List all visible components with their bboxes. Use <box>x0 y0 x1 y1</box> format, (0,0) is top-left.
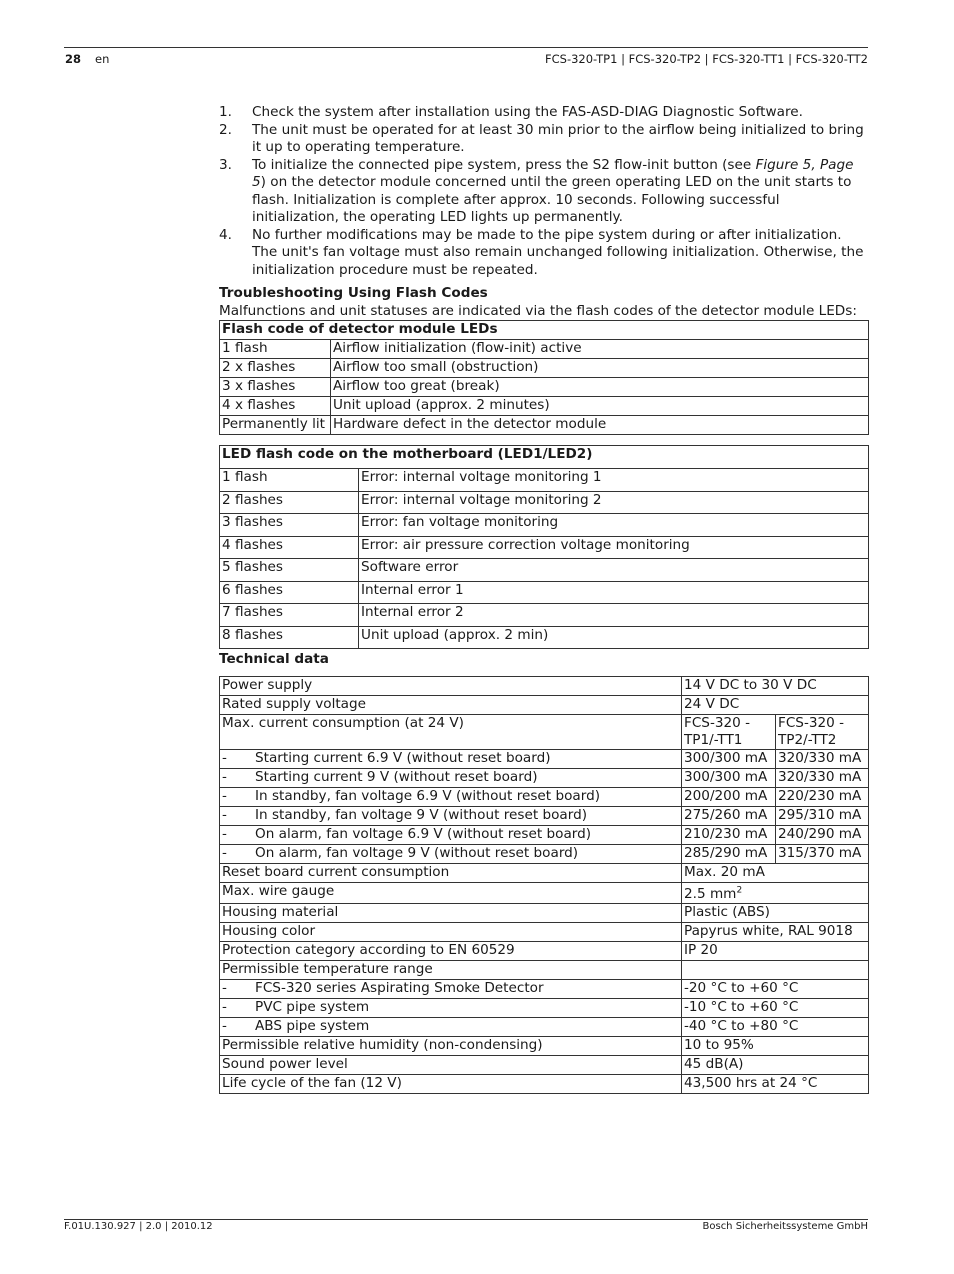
table-row: 8 flashes Unit upload (approx. 2 min) <box>220 626 869 649</box>
language-label: en <box>95 52 110 66</box>
table-row: - PVC pipe system -10 °C to +60 °C <box>220 998 869 1017</box>
table-row: 3 flashes Error: fan voltage monitoring <box>220 514 869 537</box>
detector-flash-table <box>219 320 869 435</box>
technical-data-table <box>219 676 869 1094</box>
table-row: Power supply 14 V DC to 30 V DC <box>220 676 869 695</box>
technical-data-heading: Technical data <box>219 651 329 667</box>
table-row: Rated supply voltage 24 V DC <box>220 695 869 714</box>
list-item: 3. To initialize the connected pipe system, press the S2 flow-init button (see Figure 5, Page 5) on the detector module concerned until the green operating LED on the unit starts to flash. Initialization is complete after approx. 10 seconds. Following successful initialization, the operating LED lights up permanently. <box>219 156 854 225</box>
table-row: 6 flashes Internal error 1 <box>220 581 869 604</box>
table-row: 7 flashes Internal error 2 <box>220 604 869 627</box>
page-number: 28 <box>65 52 82 66</box>
table-row: 4 x flashes Unit upload (approx. 2 minutes) <box>220 397 869 416</box>
table-row: Housing material Plastic (ABS) <box>220 903 869 922</box>
company-name: Bosch Sicherheitssysteme GmbH <box>702 1221 868 1232</box>
table-row: Protection category according to EN 60529 IP 20 <box>220 941 869 960</box>
model-header-tp2: FCS-320 -TP2/-TT2 <box>776 714 869 749</box>
motherboard-flash-table <box>219 445 869 649</box>
list-item: 1. Check the system after installation using the FAS-ASD-DIAG Diagnostic Software. <box>219 104 803 120</box>
table-row: - Starting current 9 V (without reset board) 300/300 mA 320/330 mA <box>220 768 869 787</box>
table-row: 2 flashes Error: internal voltage monitoring 2 <box>220 491 869 514</box>
table-row: 2 x flashes Airflow too small (obstruction) <box>220 359 869 378</box>
table-row: Max. current consumption (at 24 V) FCS-320 -TP1/-TT1 FCS-320 -TP2/-TT2 <box>220 714 869 749</box>
table-row: Max. wire gauge 2.5 $mm^2$ <box>220 882 869 903</box>
table-row: - In standby, fan voltage 6.9 V (without reset board) 200/200 mA 220/230 mA <box>220 787 869 806</box>
list-item: 4. No further modifications may be made to the pipe system during or after initialization. The unit's fan voltage must also remain unchanged following initialization. Otherwise, the initialization procedure must be repeated. <box>219 226 864 278</box>
troubleshooting-intro: Malfunctions and unit statuses are indicated via the flash codes of the detector module LEDs: <box>219 302 857 319</box>
table-row: 4 flashes Error: air pressure correction voltage monitoring <box>220 536 869 559</box>
table-title: Flash code of detector module LEDs <box>220 321 869 340</box>
table-row: Permissible relative humidity (non-condensing) 10 to 95% <box>220 1036 869 1055</box>
table-row: 1 flash Error: internal voltage monitoring 1 <box>220 469 869 492</box>
table-row: Reset board current consumption Max. 20 mA <box>220 863 869 882</box>
figure-reference: Figure 5, Page 5 <box>252 156 854 190</box>
table-row: - FCS-320 series Aspirating Smoke Detector -20 °C to +60 °C <box>220 979 869 998</box>
footer-rule <box>64 1219 868 1220</box>
troubleshooting-heading: Troubleshooting Using Flash Codes <box>219 285 488 301</box>
list-item: 2. The unit must be operated for at least 30 min prior to the airflow being initialized to bring it up to operating temperature. <box>219 121 864 155</box>
document-id: F.01U.130.927 | 2.0 | 2010.12 <box>64 1221 213 1232</box>
table-row: 3 x flashes Airflow too great (break) <box>220 378 869 397</box>
table-row: - On alarm, fan voltage 9 V (without reset board) 285/290 mA 315/370 mA <box>220 844 869 863</box>
table-row: Sound power level 45 dB(A) <box>220 1055 869 1074</box>
table-row: - ABS pipe system -40 °C to +80 °C <box>220 1017 869 1036</box>
table-row: 1 flash Airflow initialization (flow-init) active <box>220 340 869 359</box>
table-row: Permanently lit Hardware defect in the detector module <box>220 416 869 435</box>
table-title: LED flash code on the motherboard (LED1/LED2) <box>220 446 869 469</box>
table-row: 5 flashes Software error <box>220 559 869 582</box>
table-row: - In standby, fan voltage 9 V (without reset board) 275/260 mA 295/310 mA <box>220 806 869 825</box>
document-title: FCS-320-TP1 | FCS-320-TP2 | FCS-320-TT1 | FCS-320-TT2 <box>545 52 868 66</box>
table-row: Housing color Papyrus white, RAL 9018 <box>220 922 869 941</box>
model-header-tp1: FCS-320 -TP1/-TT1 <box>682 714 776 749</box>
table-row: Permissible temperature range <box>220 960 869 979</box>
procedure-steps <box>219 104 869 279</box>
main-content <box>219 104 869 1094</box>
table-row: Life cycle of the fan (12 V) 43,500 hrs at 24 °C <box>220 1074 869 1093</box>
table-row: - On alarm, fan voltage 6.9 V (without reset board) 210/230 mA 240/290 mA <box>220 825 869 844</box>
table-row: - Starting current 6.9 V (without reset board) 300/300 mA 320/330 mA <box>220 749 869 768</box>
header-rule <box>64 47 868 48</box>
